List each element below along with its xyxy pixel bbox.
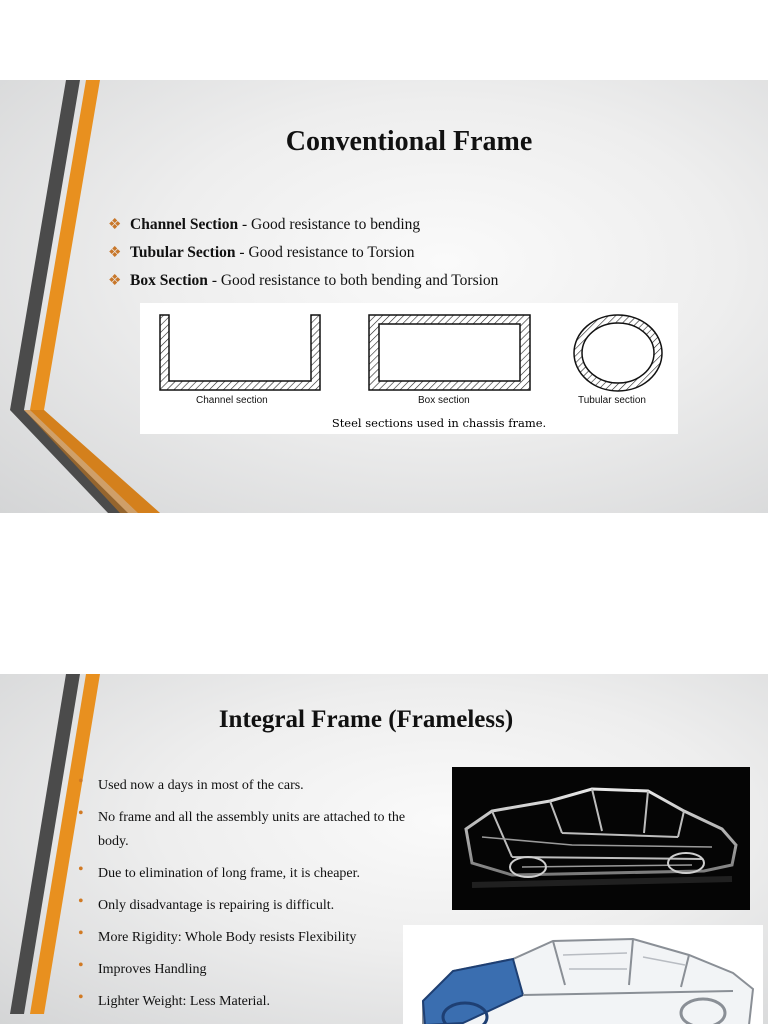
list-item-desc: - Good resistance to bending: [238, 216, 421, 233]
list-item-desc: - Good resistance to both bending and Torsion: [207, 272, 499, 289]
diamond-bullet-icon: ❖: [108, 217, 122, 233]
sections-drawing: [140, 303, 678, 434]
tubular-section-shape: [574, 315, 662, 391]
bullet-dot-icon: •: [78, 773, 84, 790]
bullet-dot-icon: •: [78, 893, 84, 910]
list-item: • Lighter Weight: Less Material.: [78, 990, 438, 1014]
bullet-dot-icon: •: [78, 957, 84, 974]
section-list: [108, 215, 498, 299]
list-item-term: Channel Section: [130, 216, 239, 233]
diamond-bullet-icon: ❖: [108, 273, 122, 289]
figure-caption: Steel sections used in chassis frame.: [331, 416, 547, 430]
list-item-term: Box Section: [130, 272, 208, 289]
slide-conventional-frame: [0, 80, 768, 513]
bullet-dot-icon: •: [78, 925, 84, 942]
list-item: • Only disadvantage is repairing is difficult.: [78, 894, 438, 918]
channel-section-label: Channel section: [196, 395, 268, 406]
slide-integral-frame: [0, 674, 768, 1024]
tubular-section-label: Tubular section: [578, 395, 646, 406]
list-item: [108, 271, 498, 299]
steel-sections-figure: [140, 303, 678, 434]
page-title: Integral Frame (Frameless): [218, 706, 514, 733]
car-body-shell-photo-dark: [452, 767, 750, 910]
list-item: [108, 215, 498, 243]
feature-list: [78, 774, 438, 1022]
car-body-shell-image: [452, 767, 750, 910]
diamond-bullet-icon: ❖: [108, 245, 122, 261]
list-item-desc: - Good resistance to Torsion: [235, 244, 415, 261]
car-body-shell-photo-blue: [403, 925, 763, 1024]
list-item: • More Rigidity: Whole Body resists Flexibility: [78, 926, 438, 950]
box-section-label: Box section: [418, 395, 470, 406]
list-item-term: Tubular Section: [130, 244, 236, 261]
list-item: • Improves Handling: [78, 958, 438, 982]
channel-section-shape: [160, 315, 320, 390]
box-section-shape: [369, 315, 530, 390]
list-item: • No frame and all the assembly units are attached to the body.: [78, 806, 438, 854]
car-body-shell-image: [403, 925, 763, 1024]
bullet-dot-icon: •: [78, 989, 84, 1006]
bullet-dot-icon: •: [78, 861, 84, 878]
page-title: Conventional Frame: [285, 126, 533, 157]
bullet-dot-icon: •: [78, 805, 84, 822]
list-item: • Used now a days in most of the cars.: [78, 774, 438, 798]
list-item: • Due to elimination of long frame, it is cheaper.: [78, 862, 438, 886]
list-item: [108, 243, 498, 271]
